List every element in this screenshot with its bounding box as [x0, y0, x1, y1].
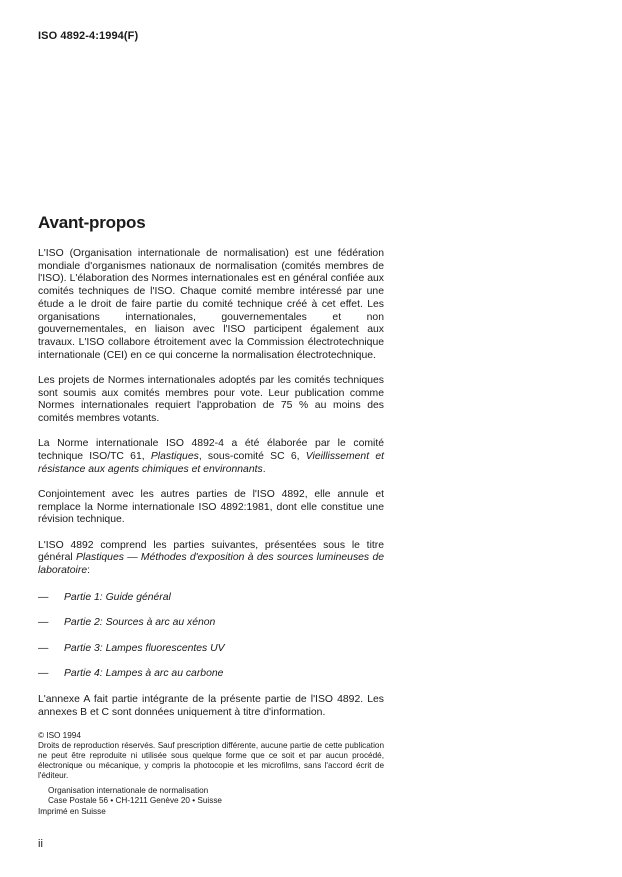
page-number: ii [38, 838, 43, 850]
document-reference: ISO 4892-4:1994(F) [38, 30, 139, 42]
committee-text-prefix: La Norme internationale ISO 4892-4 a été élaborée par le comité technique ISO/TC 61, [38, 438, 384, 463]
committee-text-mid: , sous-comité SC 6, [198, 451, 306, 463]
committee-tc-name: Plastiques [150, 451, 199, 463]
list-item [38, 617, 384, 630]
parts-intro-prefix: L'ISO 4892 comprend les parties suivantes, présentées sous le titre général [38, 539, 384, 564]
copyright-organisation: Organisation internationale de normalisation [48, 786, 209, 795]
copyright-rights: Droits de reproduction réservés. Sauf prescription différente, aucune partie de cette publication ne peut être reproduite ni utilisée sous quelque forme que ce soit et par aucun procédé, électronique ou mécanique, y compris la photocopie et les microfilms, sans l'accord écrit de l'éditeur. [38, 741, 384, 780]
copyright-address: Case Postale 56 • CH-1211 Genève 20 • Suisse [48, 796, 222, 805]
list-item [38, 643, 384, 656]
paragraph-parts-intro [38, 540, 384, 578]
part-label: Partie 4: Lampes à arc au carbone [64, 668, 224, 680]
paragraph-committee [38, 438, 384, 476]
list-dash: — [38, 668, 49, 680]
parts-intro-end: : [87, 565, 90, 577]
list-item [38, 592, 384, 605]
copyright-printed: Imprimé en Suisse [38, 807, 106, 816]
paragraph-annexes: L'annexe A fait partie intégrante de la présente partie de l'ISO 4892. Les annexes B et C sont données uniquement à titre d'information. [38, 693, 384, 718]
part-label: Partie 2: Sources à arc au xénon [64, 617, 216, 629]
copyright-block [38, 731, 384, 817]
part-label: Partie 1: Guide général [64, 591, 171, 603]
committee-sc-name: Vieillissement et résistance aux agents chimiques et environnants [38, 451, 385, 475]
part-label: Partie 3: Lampes fluorescentes UV [64, 642, 225, 654]
paragraph-iso-intro: L'ISO (Organisation internationale de normalisation) est une fédération mondiale d'organismes nationaux de normalisation (comités membres de l'ISO). L'élaboration des Normes internationales est en général confiée aux comités techniques de l'ISO. Chaque comité membre intéressé par une étude a le droit de faire partie du comité technique créé à cet effet. Les organisations internationales, gouvernementales et non gouvernementales, en liaison avec l'ISO participent également aux travaux. L'ISO collabore étroitement avec la Commission électrotechnique internationale (CEI) en ce qui concerne la normalisation électrotechnique. [38, 248, 384, 361]
copyright-line: © ISO 1994 [38, 731, 81, 740]
list-dash: — [38, 617, 49, 629]
list-item [38, 668, 384, 681]
list-dash: — [38, 591, 49, 603]
paragraph-revision: Conjointement avec les autres parties de l'ISO 4892, elle annule et remplace la Norme internationale ISO 4892:1981, dont elle constitue une révision technique. [38, 489, 384, 526]
foreword-body [38, 248, 384, 732]
list-dash: — [38, 642, 49, 654]
section-title: Avant-propos [38, 213, 146, 232]
committee-text-end: . [262, 463, 266, 475]
paragraph-voting: Les projets de Normes internationales adoptés par les comités techniques sont soumis aux comités membres pour vote. Leur publication comme Normes internationales requiert l'approbation de 75 % au moins des comités membres votants. [38, 374, 384, 425]
parts-general-title: Plastiques — Méthodes d'exposition à des sources lumineuses de laboratoire [38, 552, 384, 577]
